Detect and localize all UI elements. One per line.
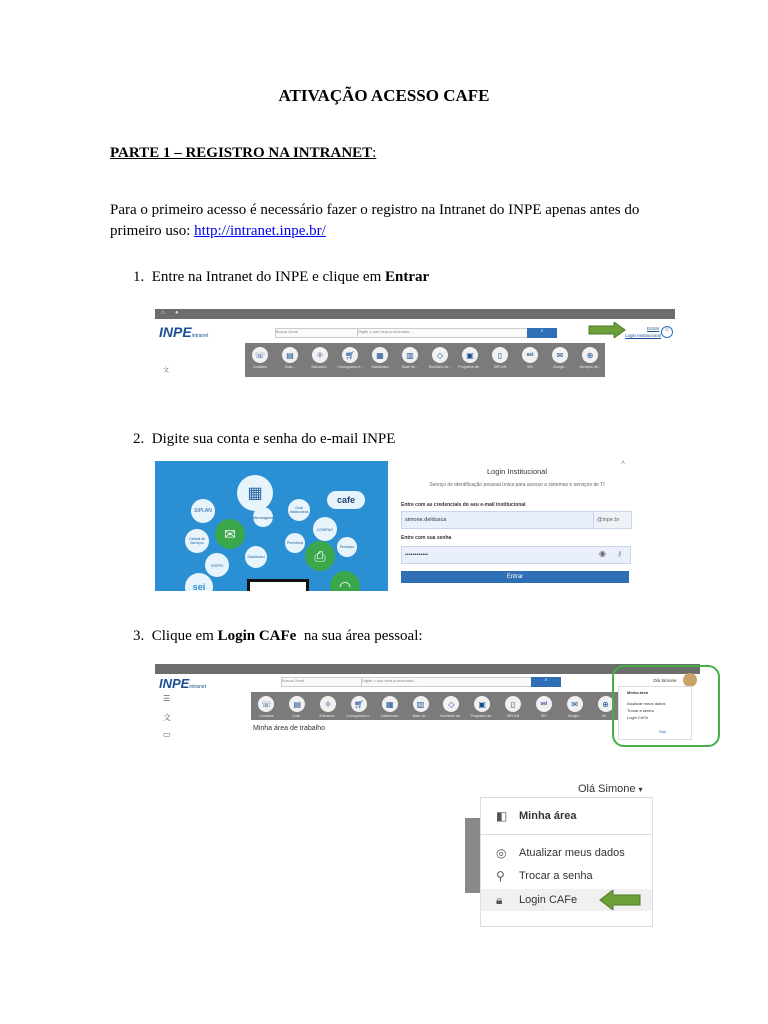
greeting-zoom[interactable]: Olá Simone ▾ xyxy=(578,783,643,795)
app-tile[interactable] xyxy=(440,692,462,718)
app-icon: ▦ xyxy=(382,696,398,712)
search-select[interactable]: Busca Geral xyxy=(281,677,363,687)
app-tile[interactable] xyxy=(286,692,308,718)
app-icon: ▯ xyxy=(505,696,521,712)
inpe-logo: INPEintranet xyxy=(159,676,207,691)
translate-icon[interactable]: 文 xyxy=(163,713,171,722)
app-tile[interactable] xyxy=(549,343,571,369)
app-icon: ▯ xyxy=(492,347,508,363)
login-subtitle: Serviço de identificação pessoal única para acesso a sistemas e serviços de TI xyxy=(429,482,605,488)
intro-paragraph xyxy=(110,200,670,242)
zoom-item-trocar-senha[interactable]: Trocar a senha xyxy=(519,870,593,882)
app-label: SEI xyxy=(541,714,547,718)
app-label: Google... xyxy=(552,365,568,369)
app-label: SEI xyxy=(527,365,533,369)
menu-item-atualizar[interactable]: Atualizar meus dados xyxy=(627,701,666,706)
calendar-icon[interactable]: ▭ xyxy=(163,730,171,739)
app-icon: ✉ xyxy=(552,347,568,363)
app-tile[interactable] xyxy=(579,343,601,369)
step-1-bold: Entrar xyxy=(385,269,430,285)
entrar-button[interactable]: Entrar xyxy=(401,571,629,583)
app-tile[interactable] xyxy=(279,343,301,369)
grid-icon: ▦ xyxy=(237,475,273,511)
app-icon: sei xyxy=(522,347,538,363)
menu-item-trocar-senha[interactable]: Trocar a senha xyxy=(627,708,654,713)
app-label: Programa de... xyxy=(458,365,482,369)
app-tile[interactable] xyxy=(459,343,481,369)
translate-icon[interactable]: 文 xyxy=(163,368,170,374)
app-icon: ▤ xyxy=(289,696,305,712)
login-title: Login Institucional xyxy=(486,467,548,476)
guia-icon: Guia Institucional xyxy=(288,499,310,521)
app-icon: ☏ xyxy=(258,696,274,712)
divider xyxy=(481,834,652,835)
app-icon: ⊕ xyxy=(582,347,598,363)
step-3-bold: Login CAFe xyxy=(217,628,297,644)
app-label: Serviços de... xyxy=(579,365,601,369)
dropdown-zoom xyxy=(480,797,653,927)
app-label: Base de... xyxy=(412,714,429,718)
key-icon: ⚷ xyxy=(617,551,623,558)
app-icon: ▥ xyxy=(413,696,429,712)
zoom-item-atualizar[interactable]: Atualizar meus dados xyxy=(519,847,625,859)
menu-item-minha-area[interactable]: Minha área xyxy=(627,690,648,695)
search-icon: ⌕ xyxy=(540,328,544,334)
app-tile[interactable] xyxy=(429,343,451,369)
app-tile[interactable] xyxy=(564,692,586,718)
app-label: SIPLAN xyxy=(506,714,520,718)
app-label: Se... xyxy=(601,714,610,718)
step-1-text: Entre na Intranet do INPE e clique em xyxy=(151,269,385,285)
app-tile[interactable] xyxy=(489,343,511,369)
central-servicos-icon: Central de Serviços xyxy=(185,529,209,553)
part-heading xyxy=(110,145,376,162)
user-circle-icon: ◎ xyxy=(496,846,507,860)
app-tile[interactable] xyxy=(379,692,401,718)
app-icon: sei xyxy=(536,696,552,712)
periodico-icon: Periódico xyxy=(337,537,357,557)
search-input[interactable]: Digite o que está procurando... xyxy=(361,677,533,687)
app-icon: ✉ xyxy=(567,696,583,712)
search-select[interactable]: Busca Geral xyxy=(275,328,359,338)
chevron-up-icon[interactable]: ˄ xyxy=(621,460,626,467)
menu-item-sair[interactable]: Sair xyxy=(659,729,667,734)
eye-icon[interactable]: ◉ xyxy=(599,549,606,558)
app-label: Estrutura... xyxy=(311,365,329,369)
password-input[interactable]: •••••••••••• xyxy=(401,546,631,564)
cafe-logo: cafe xyxy=(327,491,365,509)
app-tile[interactable] xyxy=(502,692,524,718)
app-icon: ⚛ xyxy=(320,696,336,712)
password-label: Entre com sua senha xyxy=(401,535,452,541)
app-tile[interactable] xyxy=(348,692,370,718)
workspace-title: Minha área de trabalho xyxy=(253,725,325,732)
part-heading-colon: : xyxy=(372,145,377,161)
apps-bar xyxy=(245,343,605,377)
step-2-number: 2. xyxy=(133,431,145,447)
app-tile[interactable] xyxy=(533,692,555,718)
login-institucional-link[interactable]: Login Institucional xyxy=(625,333,662,338)
step-1-number: 1. xyxy=(133,269,145,285)
app-icon: ▣ xyxy=(474,696,490,712)
caret-down-icon: ▾ xyxy=(638,785,643,794)
app-tile[interactable] xyxy=(255,692,277,718)
mail-icon: ✉ xyxy=(215,519,245,549)
step-2 xyxy=(133,431,395,448)
step-1 xyxy=(133,269,429,286)
search-input[interactable]: Digite o que está procurando... xyxy=(357,328,529,338)
intranet-link[interactable]: http://intranet.inpe.br/ xyxy=(194,223,326,239)
app-label: Estrutura... xyxy=(319,714,337,718)
search-icon: ⌕ xyxy=(544,677,548,683)
app-label: Cronograma d... xyxy=(337,365,363,369)
green-arrow-left-icon xyxy=(599,890,641,910)
services-illustration xyxy=(155,461,388,591)
app-icon: ☏ xyxy=(252,347,268,363)
app-tile[interactable] xyxy=(339,343,361,369)
username-label: Entre com as credenciais do seu e-mail institucional xyxy=(401,502,526,508)
user-icon[interactable]: ☺ xyxy=(661,326,673,338)
sei-logo: sei xyxy=(185,573,213,591)
app-label: SIPLAN xyxy=(493,365,507,369)
app-icon: ▣ xyxy=(462,347,478,363)
app-tile[interactable] xyxy=(410,692,432,718)
inpe-logo: INPEintranet xyxy=(159,324,209,340)
app-label: Contatos xyxy=(259,714,274,718)
green-arrow-icon xyxy=(588,322,626,338)
app-tile[interactable] xyxy=(399,343,421,369)
app-icon: ▦ xyxy=(372,347,388,363)
app-label: Guia... xyxy=(284,365,296,369)
browser-bar: ⌂ ● xyxy=(155,309,675,319)
app-label: Escritório de... xyxy=(440,714,463,718)
step-3-text-b: na sua área pessoal: xyxy=(296,628,423,644)
apps-bar xyxy=(251,692,621,720)
zoom-item-minha-area[interactable]: Minha área xyxy=(519,810,577,822)
printer-icon: ⎙ xyxy=(305,541,335,571)
app-icon: ◇ xyxy=(432,347,448,363)
siplan-icon: SIPLAN xyxy=(191,499,215,523)
app-label: Google... xyxy=(567,714,582,718)
intro-text: Para o primeiro acesso é necessário fazer o registro na Intranet do INPE apenas antes do primeiro uso: xyxy=(110,202,640,239)
app-tile[interactable] xyxy=(369,343,391,369)
sispg-icon: SISPG xyxy=(205,553,229,577)
login-panel xyxy=(401,460,633,592)
app-label: Escritório de... xyxy=(428,365,452,369)
app-icon: 🛒︎ xyxy=(351,696,367,712)
app-tile[interactable] xyxy=(519,343,541,369)
highlight-box xyxy=(612,665,720,747)
document-title: ATIVAÇÃO ACESSO CAFE xyxy=(278,86,490,105)
search-button[interactable] xyxy=(527,328,557,338)
app-label: Contatos xyxy=(252,365,267,369)
greeting-small[interactable]: Olá Simone xyxy=(653,678,677,683)
mensagens-icon: Mensagens xyxy=(253,507,273,527)
lock-icon: 🔒︎ xyxy=(496,893,503,907)
part-heading-text: PARTE 1 – REGISTRO NA INTRANET xyxy=(110,145,373,161)
intranet-screenshot-1 xyxy=(155,309,675,377)
app-tile[interactable] xyxy=(317,692,339,718)
key-icon: ⚲ xyxy=(496,869,505,883)
app-tile[interactable] xyxy=(309,343,331,369)
entrar-link[interactable]: Entrar xyxy=(647,326,660,331)
hamburger-icon[interactable]: ☰ xyxy=(163,694,171,703)
area-icon: ◧ xyxy=(496,809,508,823)
step-2-text: Digite sua conta e senha do e-mail INPE xyxy=(151,431,396,447)
username-input[interactable]: simone.deldusca xyxy=(401,511,594,529)
zoom-item-login-cafe[interactable]: Login CAFe xyxy=(519,894,578,906)
app-tile[interactable] xyxy=(471,692,493,718)
app-label: Dashboard xyxy=(381,714,399,718)
step-3 xyxy=(133,628,423,645)
app-tile[interactable] xyxy=(249,343,271,369)
menu-item-login-cafe[interactable]: Login CAFe xyxy=(627,715,649,720)
confac-icon: CONFAC xyxy=(313,517,337,541)
dashboard-icon: Dashboard xyxy=(245,546,267,568)
app-icon: 🛒︎ xyxy=(342,347,358,363)
app-icon: ⚛ xyxy=(312,347,328,363)
app-icon: ⊕ xyxy=(598,696,614,712)
app-label: Base de... xyxy=(402,365,418,369)
laptop-icon xyxy=(247,579,309,591)
app-label: Programa de... xyxy=(470,714,494,718)
step-3-text-a: Clique em xyxy=(151,628,218,644)
app-label: Cronograma d... xyxy=(346,714,372,718)
search-button[interactable] xyxy=(531,677,561,687)
app-label: Guia... xyxy=(292,714,303,718)
app-icon: ◇ xyxy=(443,696,459,712)
periodicos-icon: Periódicos xyxy=(285,533,305,553)
app-label: Dashboard xyxy=(371,365,389,369)
step-3-number: 3. xyxy=(133,628,145,644)
domain-suffix: @inpe.br xyxy=(593,511,632,529)
app-icon: ▥ xyxy=(402,347,418,363)
wifi-icon: ◠ xyxy=(330,571,360,591)
app-icon: ▤ xyxy=(282,347,298,363)
